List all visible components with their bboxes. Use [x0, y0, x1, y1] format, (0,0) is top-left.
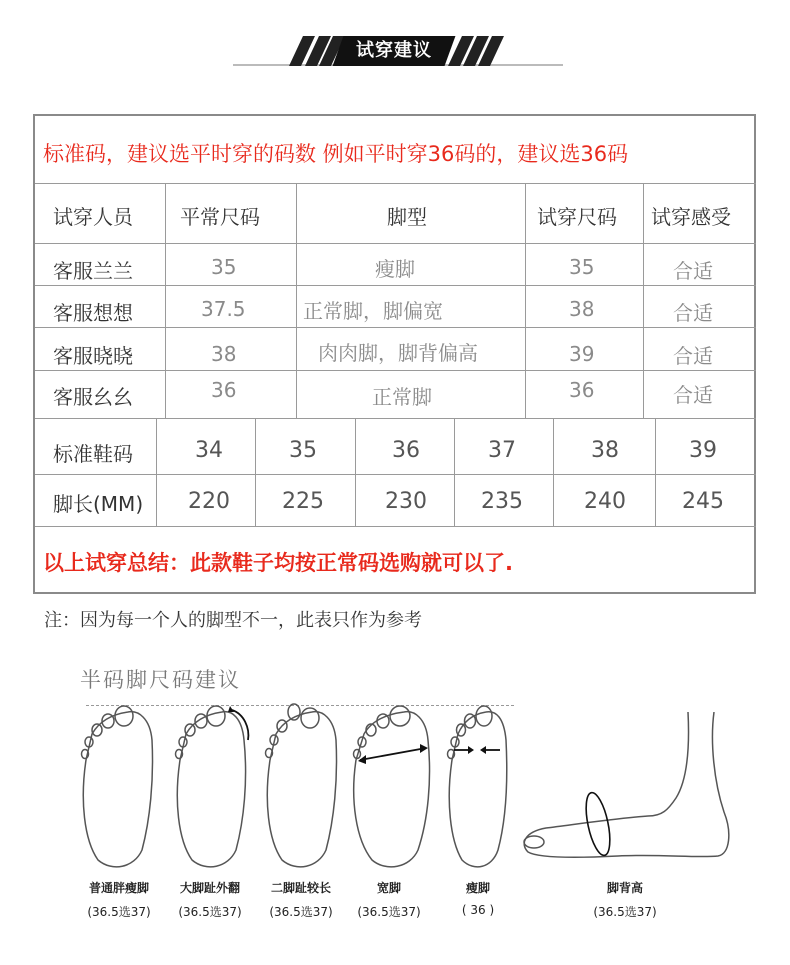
foot-size-advice: (36.5选37)	[87, 905, 151, 919]
foot-size-advice: (36.5选37)	[178, 905, 242, 919]
foot-size-advice: (36.5选37)	[357, 905, 421, 919]
row-divider	[35, 285, 756, 286]
col-divider	[165, 183, 166, 418]
normal-size: 36	[211, 378, 237, 402]
size-row-label: 标准鞋码	[53, 442, 133, 466]
tester-name: 客服晓晓	[53, 344, 133, 368]
row-divider	[35, 183, 756, 184]
header-tester: 试穿人员	[53, 205, 133, 229]
col-divider	[156, 418, 157, 526]
foot-type-label: 大脚趾外翻	[179, 881, 240, 895]
foot-type-label: 二脚趾较长	[270, 881, 331, 895]
foot-type: 瘦脚	[375, 257, 415, 281]
row-divider	[35, 474, 756, 475]
row-divider	[35, 370, 756, 371]
wide-foot-icon	[350, 700, 436, 872]
size-cell: 39	[689, 438, 717, 463]
length-cell: 240	[584, 489, 626, 514]
foot-type: 正常脚	[372, 385, 432, 409]
advice-text: 标准码，建议选平时穿的码数 例如平时穿36码的，建议选36码	[43, 142, 629, 166]
feeling: 合适	[673, 344, 713, 368]
length-cell: 245	[682, 489, 724, 514]
size-cell: 35	[289, 438, 317, 463]
header-normal-size: 平常尺码	[180, 205, 260, 229]
foot-size-advice: (36.5选37)	[269, 905, 333, 919]
size-advice-table	[33, 114, 756, 594]
tester-name: 客服幺幺	[53, 385, 133, 409]
narrow-foot-icon	[440, 700, 516, 872]
length-cell: 220	[188, 489, 230, 514]
summary-text: 以上试穿总结：此款鞋子均按正常码选购就可以了.	[43, 551, 513, 575]
foot-type-label: 脚背高	[606, 881, 643, 895]
length-cell: 230	[385, 489, 427, 514]
feeling: 合适	[673, 259, 713, 283]
feeling: 合适	[673, 383, 713, 407]
tried-size: 35	[569, 255, 595, 279]
length-cell: 225	[282, 489, 324, 514]
foot-type-label: 瘦脚	[465, 881, 490, 895]
foot-type: 正常脚，脚偏宽	[303, 299, 443, 323]
length-row-label: 脚长(MM)	[53, 492, 144, 516]
banner-title: 试穿建议	[356, 40, 432, 61]
normal-foot-icon	[78, 700, 158, 872]
bunion-foot-icon	[170, 700, 256, 872]
length-cell: 235	[481, 489, 523, 514]
tried-size: 36	[569, 378, 595, 402]
col-divider	[643, 183, 644, 418]
col-divider	[355, 418, 356, 526]
row-divider	[35, 243, 756, 244]
foot-type: 肉肉脚，脚背偏高	[318, 341, 478, 365]
size-cell: 36	[392, 438, 420, 463]
tester-name: 客服想想	[53, 301, 133, 325]
size-cell: 34	[195, 438, 223, 463]
header-foot-type: 脚型	[387, 205, 427, 229]
normal-size: 35	[211, 255, 237, 279]
col-divider	[553, 418, 554, 526]
foot-type-label: 宽脚	[376, 881, 401, 895]
disclaimer-note: 注：因为每一个人的脚型不一，此表只作为参考	[44, 610, 422, 631]
col-divider	[454, 418, 455, 526]
tester-name: 客服兰兰	[53, 259, 133, 283]
normal-size: 38	[211, 342, 237, 366]
row-divider	[35, 526, 756, 527]
tried-size: 39	[569, 342, 595, 366]
row-divider	[35, 327, 756, 328]
section-banner	[0, 36, 790, 66]
tried-size: 38	[569, 297, 595, 321]
col-divider	[525, 183, 526, 418]
high-instep-foot-icon	[518, 712, 738, 867]
foot-type-label: 普通胖瘦脚	[88, 881, 149, 895]
header-feeling: 试穿感受	[651, 205, 731, 229]
foot-size-advice: ( 36 )	[461, 903, 495, 917]
col-divider	[255, 418, 256, 526]
foot-size-advice: (36.5选37)	[593, 905, 657, 919]
normal-size: 37.5	[201, 297, 246, 321]
half-size-title: 半码脚尺码建议	[80, 668, 241, 692]
col-divider	[296, 183, 297, 418]
size-cell: 38	[591, 438, 619, 463]
size-cell: 37	[488, 438, 516, 463]
row-divider	[35, 418, 756, 419]
header-tried-size: 试穿尺码	[537, 205, 617, 229]
feeling: 合适	[673, 301, 713, 325]
long-second-toe-foot-icon	[262, 700, 342, 872]
col-divider	[655, 418, 656, 526]
